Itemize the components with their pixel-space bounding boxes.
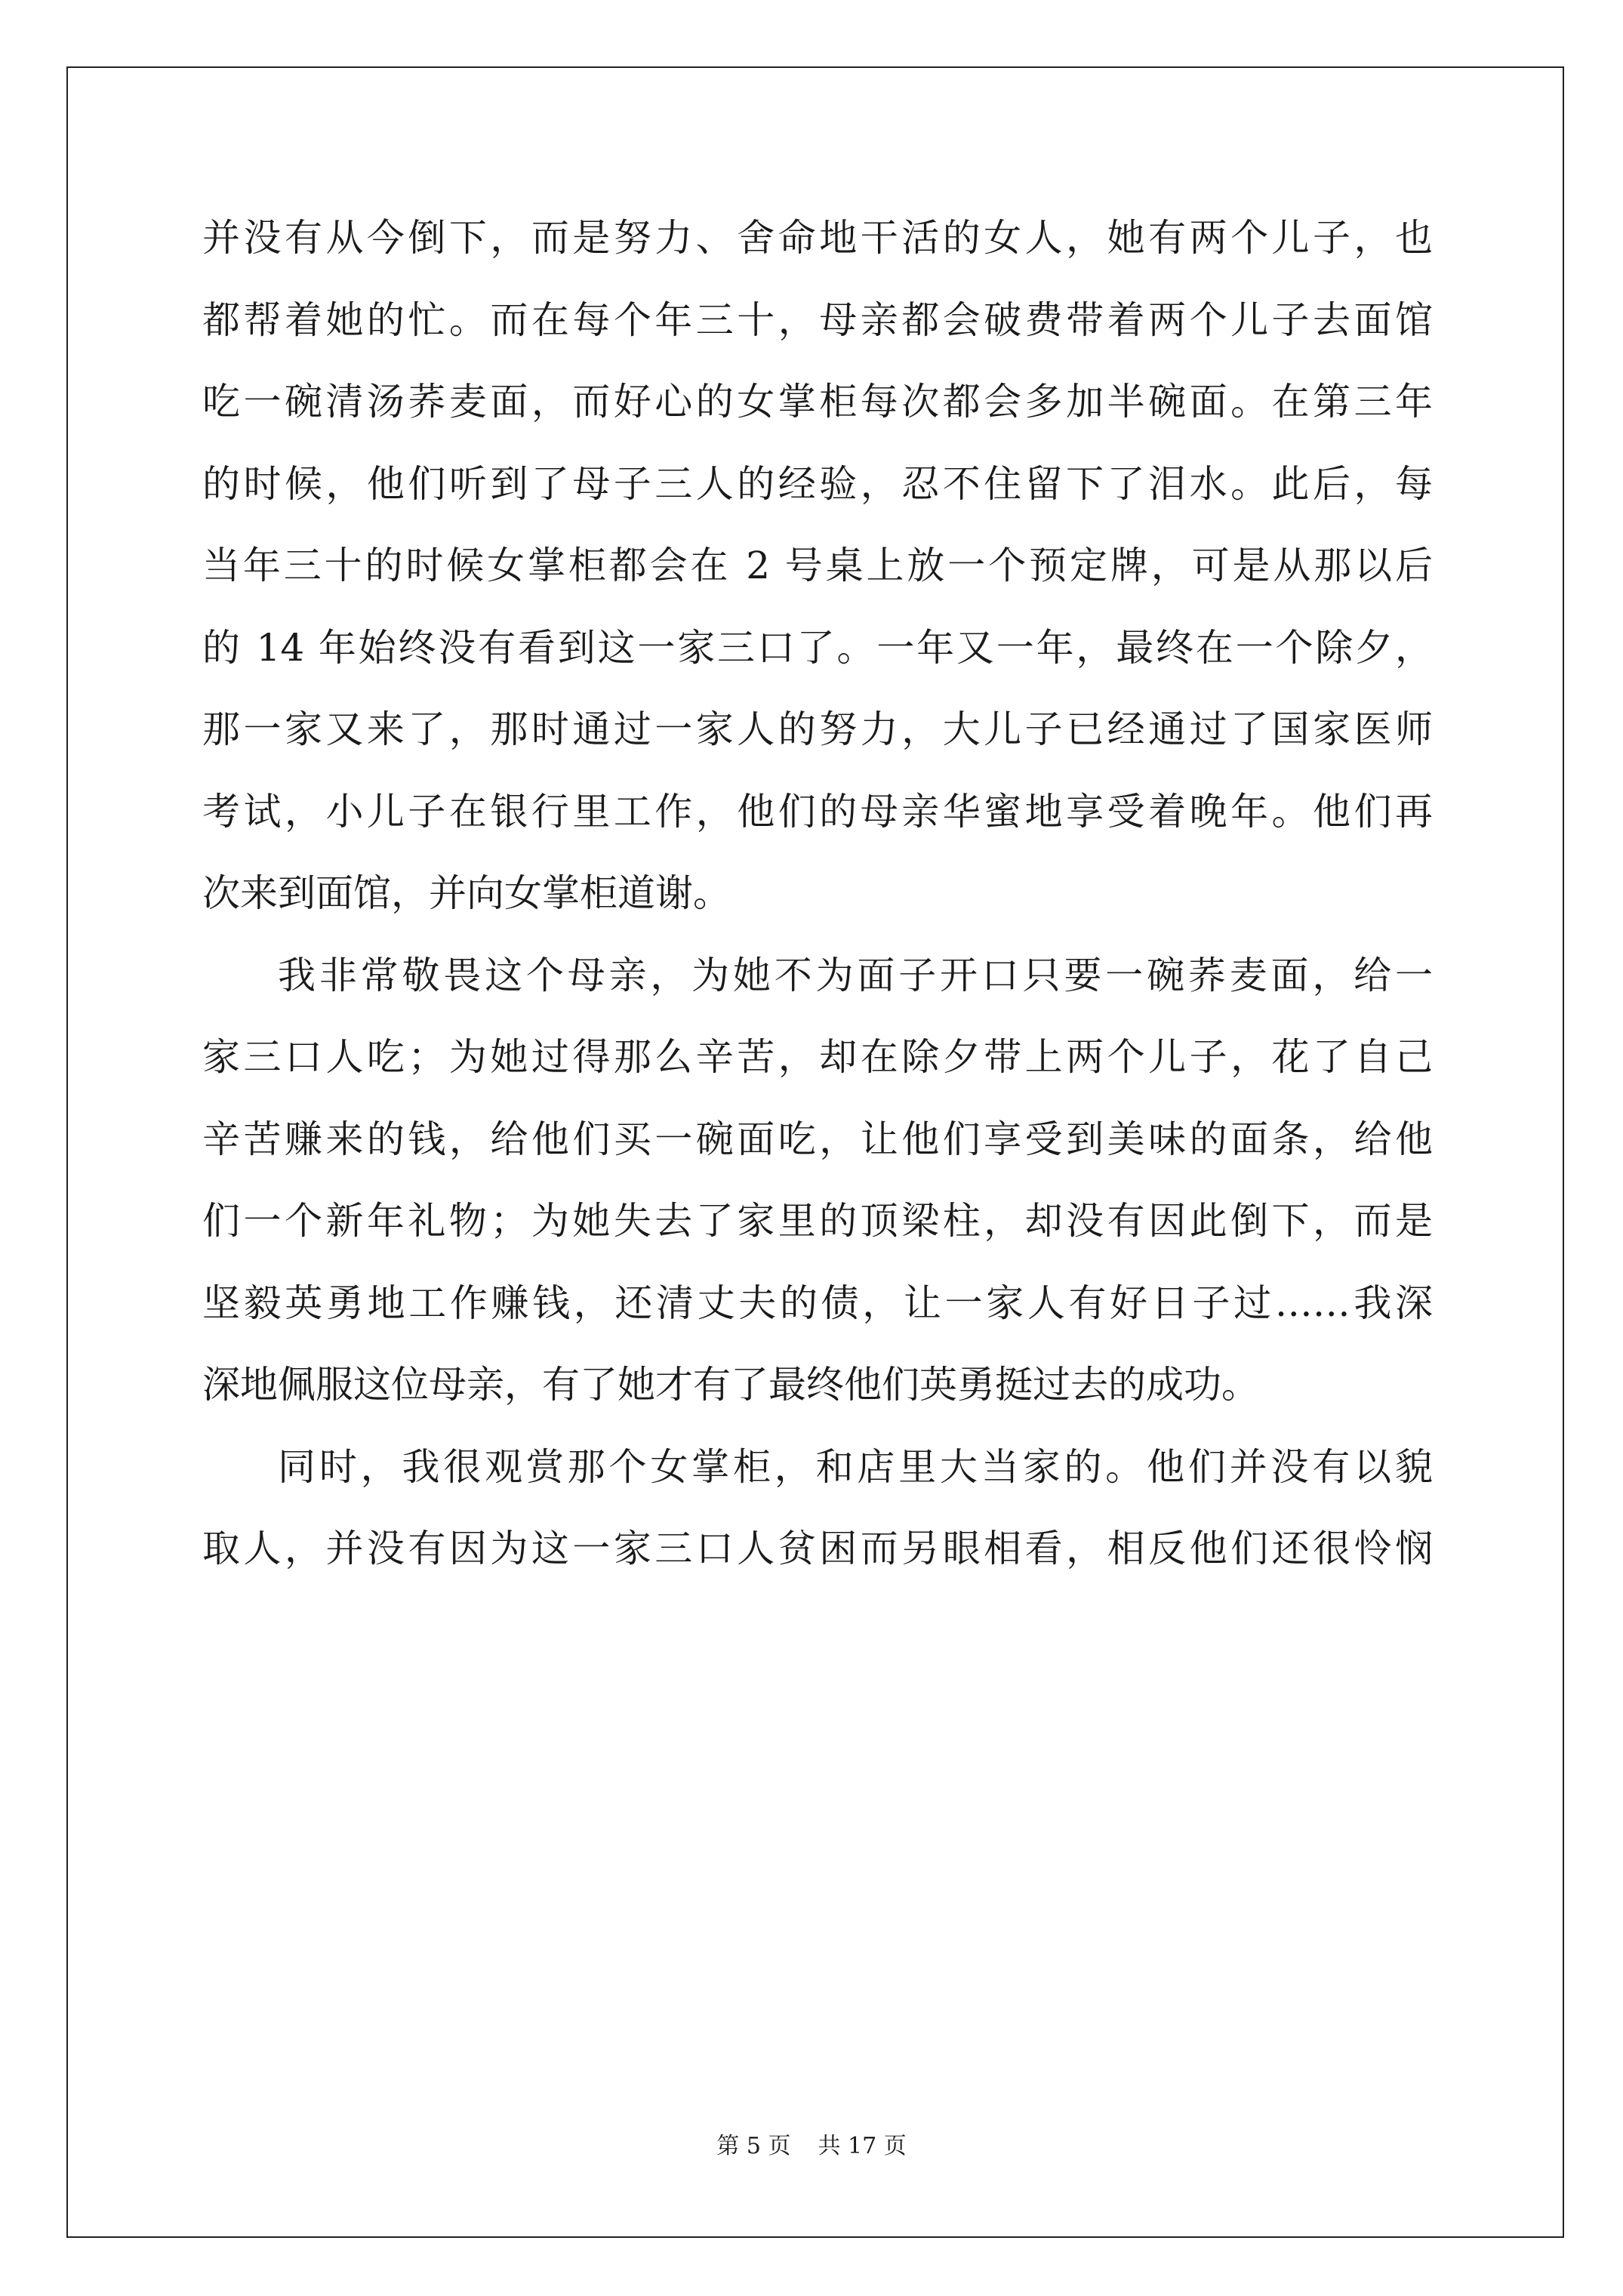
paragraph-line: 都帮着她的忙。而在每个年三十，母亲都会破费带着两个儿子去面馆	[202, 297, 1433, 342]
paragraph-line: 家三口人吃；为她过得那么辛苦，却在除夕带上两个儿子，花了自己	[202, 1035, 1433, 1079]
paragraph-line: 的 14 年始终没有看到这一家三口了。一年又一年，最终在一个除夕，	[202, 625, 1433, 670]
paragraph-line: 的时候，他们听到了母子三人的经验，忍不住留下了泪水。此后，每	[202, 461, 1433, 506]
paragraph-line: 那一家又来了，那时通过一家人的努力，大儿子已经通过了国家医师	[202, 707, 1433, 751]
paragraph-line: 取人，并没有因为这一家三口人贫困而另眼相看，相反他们还很怜悯	[202, 1527, 1433, 1570]
paragraph-line: 当年三十的时候女掌柜都会在 2 号桌上放一个预定牌，可是从那以后	[202, 544, 1433, 587]
paragraph-line: 辛苦赚来的钱，给他们买一碗面吃，让他们享受到美味的面条，给他	[202, 1117, 1433, 1161]
paragraph-line: 考试，小儿子在银行里工作，他们的母亲华蜜地享受着晚年。他们再	[202, 789, 1433, 834]
paragraph-line: 们一个新年礼物；为她失去了家里的顶梁柱，却没有因此倒下，而是	[202, 1199, 1433, 1243]
page-footer	[0, 2135, 1623, 2158]
paragraph-line: 我非常敬畏这个母亲，为她不为面子开口只要一碗荞麦面，给一	[278, 953, 1433, 997]
page-number: 第 5 页	[716, 2133, 791, 2159]
document-body	[202, 216, 1433, 1612]
paragraph-line: 坚毅英勇地工作赚钱，还清丈夫的债，让一家人有好日子过……我深	[202, 1281, 1433, 1325]
paragraph-line: 同时，我很观赏那个女掌柜，和店里大当家的。他们并没有以貌	[278, 1444, 1433, 1489]
paragraph-line: 深地佩服这位母亲，有了她才有了最终他们英勇挺过去的成功。	[202, 1363, 1259, 1407]
paragraph-line: 次来到面馆，并向女掌柜道谢。	[202, 871, 731, 915]
paragraph-line: 吃一碗清汤荞麦面，而好心的女掌柜每次都会多加半碗面。在第三年	[202, 380, 1433, 424]
page-total: 共 17 页	[818, 2133, 907, 2159]
paragraph-line: 并没有从今倒下，而是努力、舍命地干活的女人，她有两个儿子，也	[202, 216, 1433, 260]
